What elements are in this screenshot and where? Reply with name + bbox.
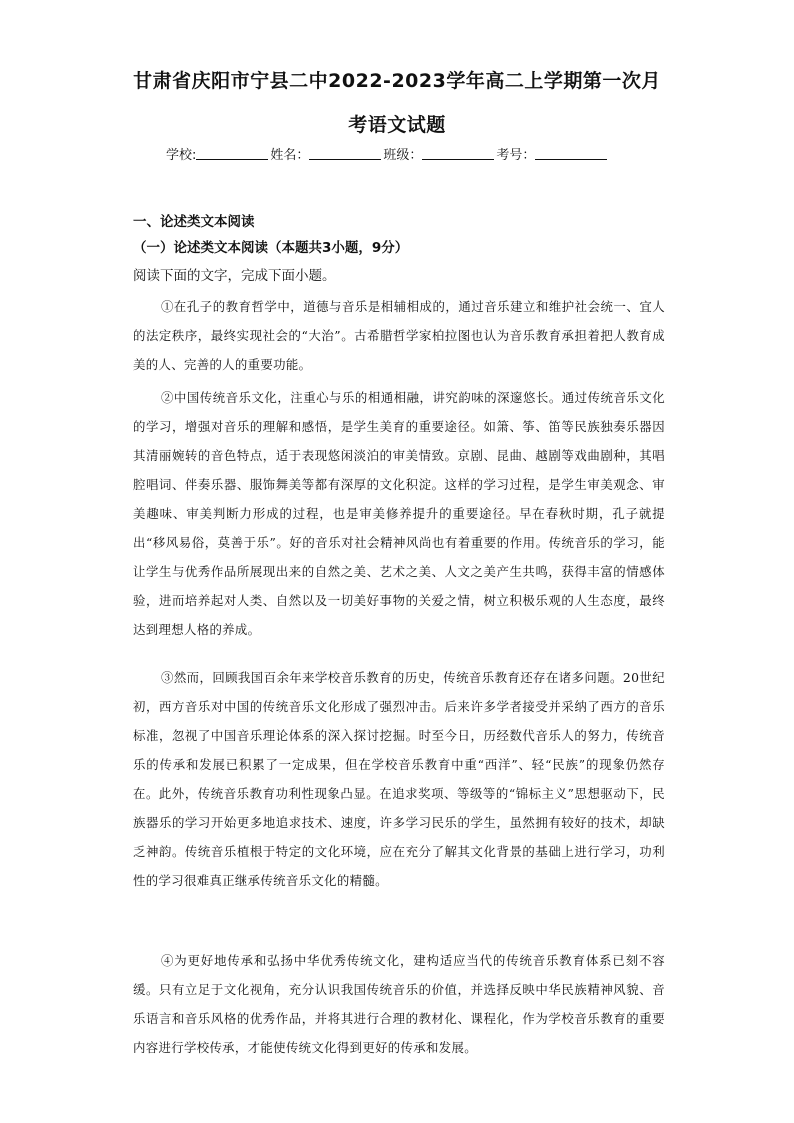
paragraph-2: ②中国传统音乐文化，注重心与乐的相通相融，讲究韵味的深邃悠长。通过传统音乐文化的学习，增强对音乐的理解和感悟，是学生美育的重要途径。如箫、筝、笛等民族独奏乐器因其清丽婉转的音色特点，适于表现悠闲淡泊的审美情致。京剧、昆曲、越剧等戏曲剧种，其唱腔唱词、伴奏乐器、服饰舞美等都有深厚的文化积淀。这样的学习过程，是学生审美观念、审美趣味、审美判断力形成的过程，也是审美修养提升的重要途径。早在春秋时期，孔子就提出“移风易俗，莫善于乐”。好的音乐对社会精神风尚也有着重要的作用。传统音乐的学习，能让学生与优秀作品所展现出来的自然之美、艺术之美、人文之美产生共鸣，获得丰富的情感体验，进而培养起对人类、自然以及一切美好事物的关爱之情，树立积极乐观的人生态度，最终达到理想人格的养成。 [133,390,665,637]
class-label: 班级： [383,148,423,163]
name-label: 姓名： [270,148,310,163]
paragraph-1: ①在孔子的教育哲学中，道德与音乐是相辅相成的，通过音乐建立和维护社会统一、宜人的法定秩序，最终实现社会的“大治”。古希腊哲学家柏拉图也认为音乐教育承担着把人教育成美的人、完善的人的重要功能。 [133,299,665,372]
section-heading: 一、论述类文本阅读 [133,214,255,230]
name-blank[interactable] [309,144,381,160]
student-info-row [166,144,646,164]
paragraph-4: ④为更好地传承和弘扬中华优秀传统文化，建构适应当代的传统音乐教育体系已刻不容缓。只有立足于文化视角，充分认识我国传统音乐的价值，并选择反映中华民族精神风貌、音乐语言和音乐风格的优秀作品，并将其进行合理的教材化、课程化，作为学校音乐教育的重要内容进行学校传承，才能使传统文化得到更好的传承和发展。 [133,953,665,1055]
reading-instruction: 阅读下面的文字，完成下面小题。 [133,268,336,284]
number-label: 考号： [496,148,536,163]
number-blank[interactable] [535,144,607,160]
class-blank[interactable] [422,144,494,160]
exam-title-line2: 考语文试题 [348,114,446,136]
exam-title-line1: 甘肃省庆阳市宁县二中2022-2023学年高二上学期第一次月 [133,70,661,92]
paragraph-3: ③然而，回顾我国百余年来学校音乐教育的历史，传统音乐教育还存在诸多问题。20世纪初，西方音乐对中国的传统音乐文化形成了强烈冲击。后来许多学者接受并采纳了西方的音乐标准，忽视了中国音乐理论体系的深入探讨挖掘。时至今日，历经数代音乐人的努力，传统音乐的传承和发展已积累了一定成果，但在学校音乐教育中重“西洋”、轻“民族”的现象仍然存在。此外，传统音乐教育功利性现象凸显。在追求奖项、等级等的“锦标主义”思想驱动下，民族器乐的学习开始更多地追求技术、速度，许多学习民乐的学生，虽然拥有较好的技术，却缺乏神韵。传统音乐植根于特定的文化环境，应在充分了解其文化背景的基础上进行学习，功利性的学习很难真正继承传统音乐文化的精髓。 [133,670,665,888]
school-label: 学校: [166,148,197,163]
school-blank[interactable] [196,144,268,160]
section-subheading: （一）论述类文本阅读（本题共3小题，9分） [133,240,409,256]
